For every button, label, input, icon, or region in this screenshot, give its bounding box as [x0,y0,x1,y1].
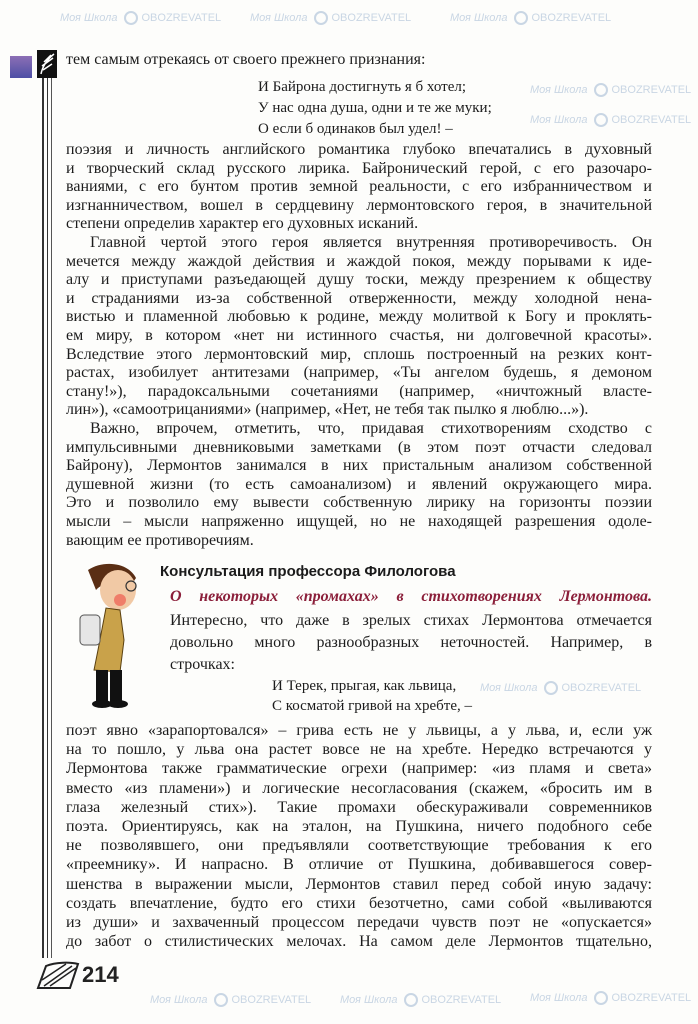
text-line: вместо «из пламени») и логические несогласования (скажем, «бросить им в [66,779,652,797]
text-line: лин»), «самоотрицаниями» (например, «Нет, не тебя так пылко я люблю...»). [66,401,589,419]
text-line: Это и позволило ему вывести собственную лирику на горизонты поэзии [66,494,652,512]
text-line: Байрону), Лермонтов занимался в них пристальным анализом собственной [66,457,652,475]
intro-line: тем самым отрекаясь от своего прежнего признания: [66,51,426,68]
chapter-color-marker [10,56,32,78]
feather-icon [37,50,57,78]
watermark-partner: OBOZREVATEL [561,682,642,694]
text-line: растах, изобилует антитезами (например, «Ты ангелом будешь, я демоном [66,364,652,382]
watermark-logo-icon [514,11,528,25]
text-line: стану!»), парадоксальными сочетаниями (например, «ничтожный власте- [66,382,652,400]
consultation-subtitle: О некоторых «промахах» в стихотворениях Лермонтова. [170,588,652,605]
text-line: Важно, впрочем, отметить, что, придавая стихотворениям сходство с [90,420,652,437]
watermark [480,680,641,696]
watermark-partner: OBOZREVATEL [611,992,692,1004]
text-line: мечется между жаждой действия и жаждой покоя, между порывами к иде- [66,252,652,270]
poem-line: И Терек, прыгая, как львица, [272,678,457,694]
watermark [530,112,691,128]
text-line: душевной жизни (то есть самоанализом) и явлений окружающего мира. [66,475,652,493]
watermark-partner: OBOZREVATEL [141,12,222,24]
watermark-brand: Моя Школа [530,84,588,96]
text-line: вающим ее противоречиям. [66,531,254,549]
watermark [340,992,501,1008]
watermark-logo-icon [214,993,228,1007]
professor-illustration [58,560,158,712]
watermark [250,10,411,26]
watermark [150,992,311,1008]
page-border [51,78,52,958]
watermark-brand: Моя Школа [150,994,208,1006]
text-line: и творческий склад русского лирика. Байронический герой, с его разочаро- [66,159,652,177]
watermark-logo-icon [594,83,608,97]
watermark-partner: OBOZREVATEL [231,994,312,1006]
text-line: Интересно, что даже в зрелых стихах Лермонтова отмечается [170,612,652,629]
watermark-logo-icon [314,11,328,25]
text-line: степени определив характер его духовных исканий. [66,215,419,233]
text-line: Лермонтова также грамматические огрехи (например: «из пламя и света» [66,760,652,778]
text-line: ваниями, с его бунтом против земной реальности, с его избранничеством и [66,178,652,196]
text-line: глаза железный стих»). Такие промахи обескураживали современников [66,798,652,816]
text-line: и страданиями из-за собственной отверженности, между холодной нена- [66,289,652,307]
text-line: ем миру, в котором «нет ни истинного счастья, ни долговечной красоты». [66,327,652,344]
text-line: изгнанничеством, вошел в сердцевину лермонтовского героя, в значительной [66,196,652,214]
text-line: «преемнику». И напрасно. В отличие от Пушкина, добивавшегося совер- [66,856,652,874]
watermark-partner: OBOZREVATEL [531,12,612,24]
watermark-logo-icon [124,11,138,25]
text-line: до забот о стилистических мелочах. На самом деле Лермонтов тщательно, [66,933,652,951]
page-border [47,78,48,958]
watermark-logo-icon [404,993,418,1007]
watermark-partner: OBOZREVATEL [331,12,412,24]
consultation-heading: Консультация профессора Филологова [160,563,456,580]
page-border [42,78,44,958]
text-line: алу и приступами разъедающей душу тоски, между презрением к обществу [66,271,652,289]
watermark [60,10,221,26]
text-line: создать впечатление, будто его стихи безотчетно, сами собой «выливаются [66,894,652,912]
watermark-logo-icon [594,113,608,127]
page-number: 214 [82,962,119,987]
watermark-logo-icon [594,991,608,1005]
text-line: шенства в выражении мысли, Лермонтов ставил перед собой иную задачу: [66,875,652,893]
text-line: на то пошло, у льва она растет вовсе не на хребте. Нередко встречаются у [66,741,652,759]
text-line: мысли – мысли напряженно ищущей, но не находящей разрешения одоле- [66,513,652,530]
watermark-brand: Моя Школа [250,12,308,24]
page-corner-ornament [36,960,80,995]
poem-line: И Байрона достигнуть я б хотел; [258,79,467,95]
watermark-brand: Моя Школа [450,12,508,24]
text-line: не позволявшего, они предъявляли соответствующие требования к его [66,837,652,855]
text-line: поэзия и личность английского романтика глубоко впечатались в духовный [66,141,652,158]
watermark-logo-icon [544,681,558,695]
text-line: Главной чертой этого героя является внутренняя противоречивость. Он [90,234,652,251]
watermark [530,82,691,98]
text-line: поэта. Ориентируясь, как на эталон, на Пушкина, ничего подобного себе [66,818,652,835]
text-line: вистью и пламенной любовью к родине, между молитвой к Богу и проклять- [66,308,652,326]
text-line: импульсивными дневниковыми заметками (в этом поэт отчасти следовал [66,438,652,456]
text-line: довольно много разнообразных неточностей. Например, в [170,634,652,651]
watermark-brand: Моя Школа [60,12,118,24]
text-line: Вследствие этого лермонтовский мир, сплошь построенный на резких конт- [66,345,652,363]
text-line: из души» и захваченный процессом передачи чувств поэт не «опускается» [66,914,652,931]
watermark-brand: Моя Школа [340,994,398,1006]
watermark [450,10,611,26]
watermark-brand: Моя Школа [530,114,588,126]
watermark [530,990,691,1006]
poem-line: У нас одна душа, одни и те же муки; [258,100,492,116]
watermark-brand: Моя Школа [530,992,588,1004]
poem-line: О если б одинаков был удел! – [258,121,453,137]
text-line: поэт явно «зарапортовался» – грива есть не у львицы, а у льва, и, если уж [66,722,652,739]
watermark-partner: OBOZREVATEL [611,114,692,126]
poem-line: С косматой гривой на хребте, – [272,698,472,714]
watermark-partner: OBOZREVATEL [611,84,692,96]
text-line: строчках: [170,656,235,673]
watermark-partner: OBOZREVATEL [421,994,502,1006]
watermark-brand: Моя Школа [480,682,538,694]
